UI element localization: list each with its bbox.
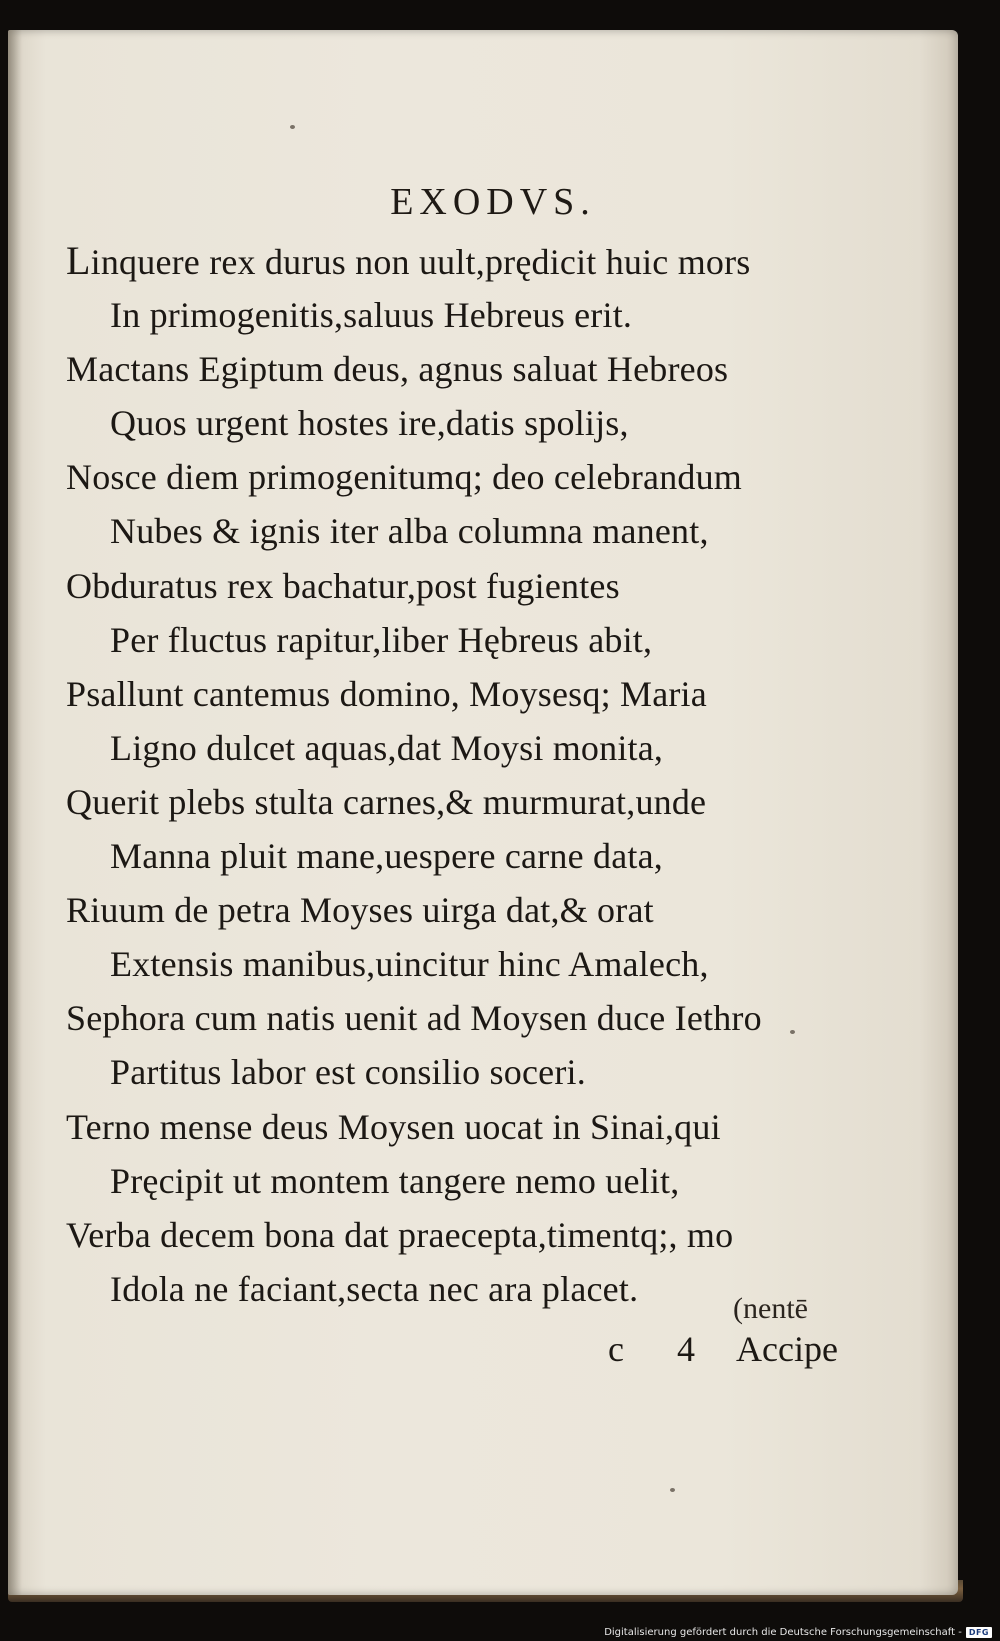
verse-line: Obduratus rex bachatur,post fugientes — [66, 565, 620, 606]
verse-line: Mactans Egiptum deus, agnus saluat Hebreos — [66, 349, 729, 390]
verse-line: Partitus labor est consilio soceri. — [110, 1052, 586, 1093]
verse-line: Sephora cum natis uenit ad Moysen duce Iethro — [66, 998, 762, 1039]
verse-line: Riuum de petra Moyses uirga dat,& orat — [66, 890, 654, 931]
verse-line: Idola ne faciant,secta nec ara placet. — [110, 1268, 639, 1309]
verse-block — [66, 234, 926, 1316]
verse-line: Ligno dulcet aquas,dat Moysi monita, — [110, 727, 664, 768]
verse-line: Extensis manibus,uincitur hinc Amalech, — [110, 944, 709, 985]
credit-text: Digitalisierung gefördert durch die Deutsche Forschungsgemeinschaft - — [604, 1627, 962, 1638]
digitization-credit — [604, 1627, 992, 1638]
running-head: EXODVS. — [390, 181, 596, 223]
verse-line: Psallunt cantemus domino, Moysesq; Maria — [66, 673, 707, 714]
verse-line: Terno mense deus Moysen uocat in Sinai,qui — [66, 1106, 721, 1147]
paper-speck — [670, 1488, 675, 1492]
verse-line: Nubes & ignis iter alba columna manent, — [110, 511, 709, 552]
paper-speck — [790, 1030, 795, 1034]
verse-line: Nosce diem primogenitumq; deo celebrandum — [66, 457, 743, 498]
verse-line: Linquere rex durus non uult,prędicit huic mors — [66, 238, 751, 283]
verse-line: In primogenitis,saluus Hebreus erit. — [110, 295, 633, 336]
dfg-logo-icon: DFG — [966, 1627, 992, 1638]
verse-line: Quos urgent hostes ire,datis spolijs, — [110, 403, 629, 444]
signature-mark: c 4 — [608, 1329, 717, 1369]
verse-line: Per fluctus rapitur,liber Hębreus abit, — [110, 619, 653, 660]
paper-speck — [290, 125, 295, 129]
verse-line: Pręcipit ut montem tangere nemo uelit, — [110, 1160, 680, 1201]
verse-line: Verba decem bona dat praecepta,timentq;, mo — [66, 1214, 734, 1255]
verse-line: Querit plebs stulta carnes,& murmurat,unde — [66, 781, 707, 822]
line-carryover: (nentē — [733, 1292, 808, 1325]
catchword: Accipe — [736, 1329, 838, 1369]
verse-line: Manna pluit mane,uespere carne data, — [110, 836, 663, 877]
book-page — [8, 30, 958, 1595]
